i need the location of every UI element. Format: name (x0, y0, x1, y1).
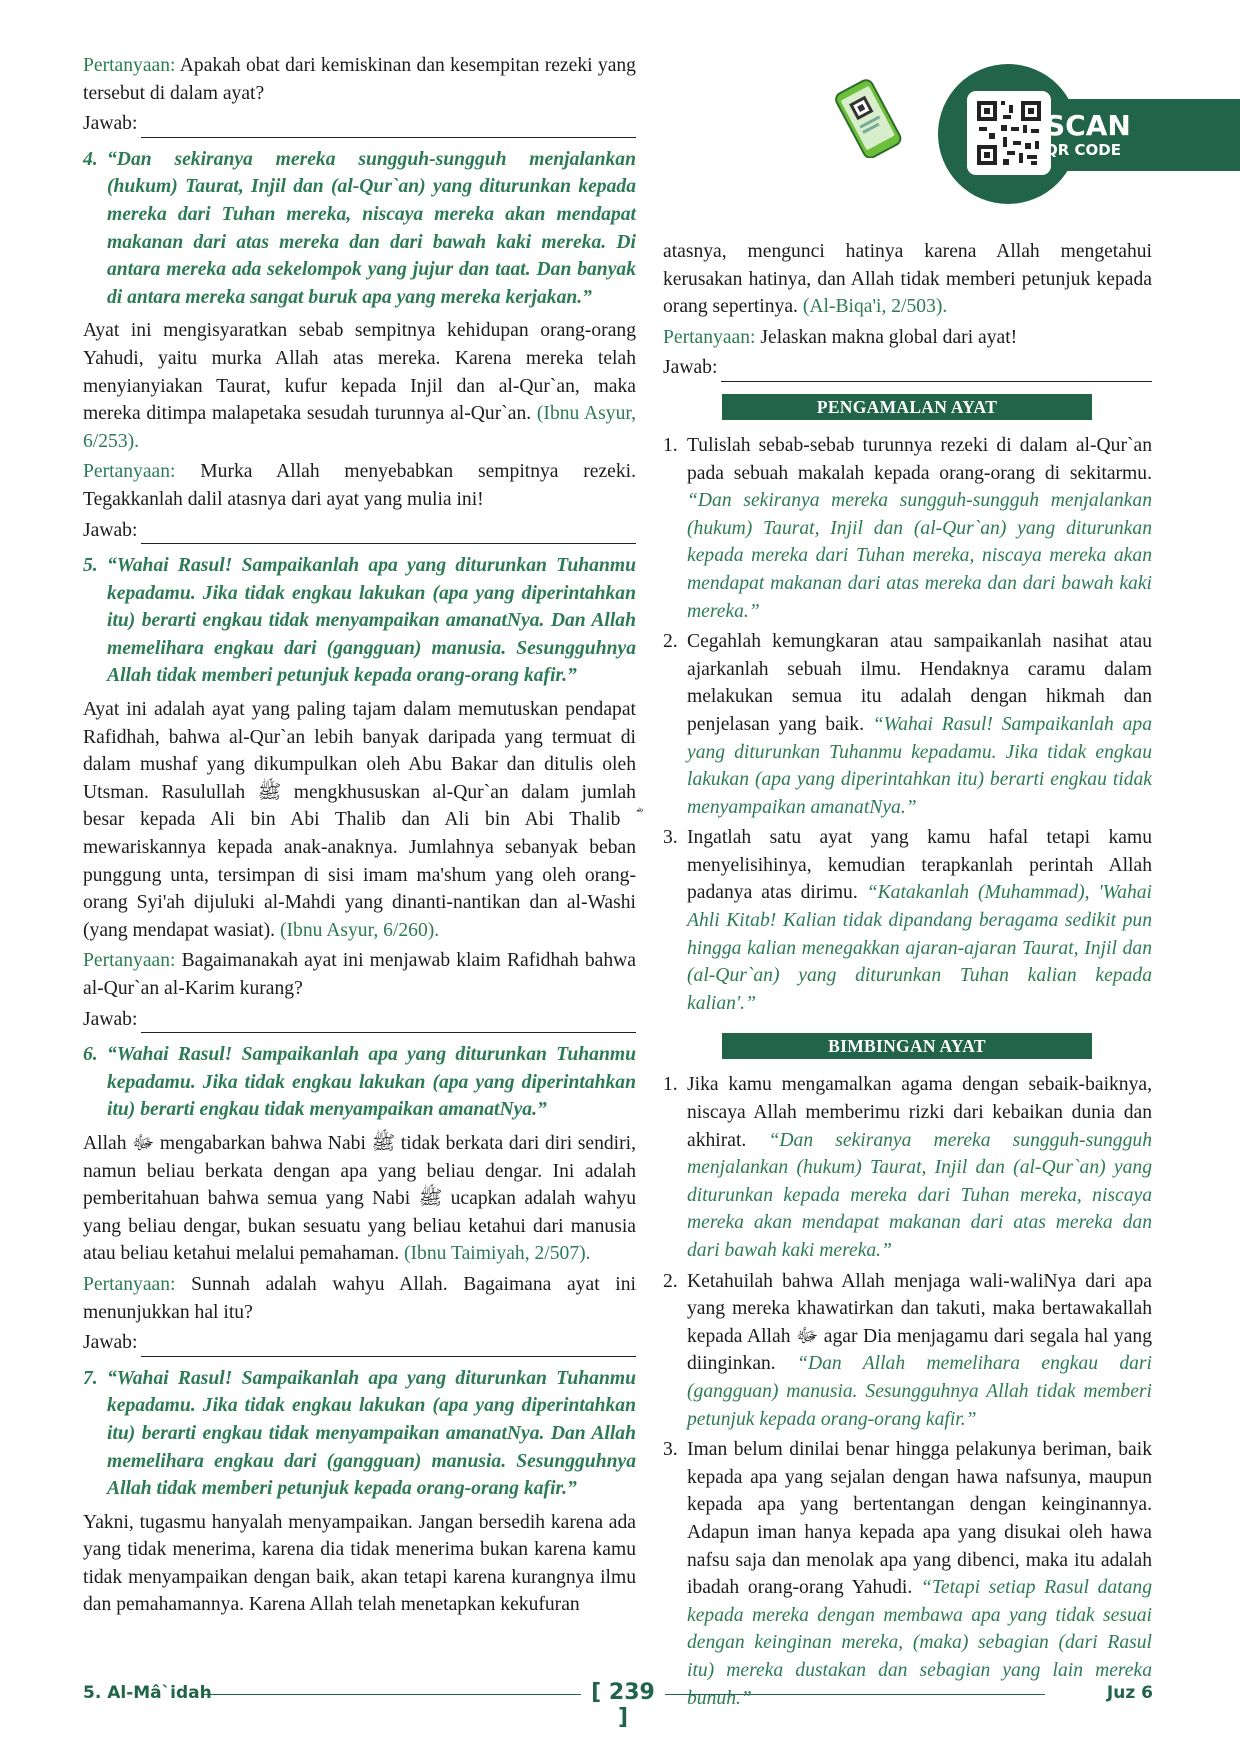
answer-field[interactable]: Jawab: (83, 1006, 636, 1034)
pengamalan-list (663, 432, 1152, 1017)
explanation-4: Ayat ini mengisyaratkan sebab sempitnya kehidupan orang-orang Yahudi, yaitu murka Allah atas mereka. Karena mereka telah menyianyiakan Taurat, kufur kepada Injil dan al-Qur`an, maka mereka ditimpa malapetaka sesudah turunnya al-Qur`an. (Ibnu Asyur, 6/253). (83, 320, 637, 452)
left-column (83, 52, 636, 1622)
page-number: [ 239 ] (591, 1680, 655, 1730)
list-item: 2. Ketahuilah bahwa Allah menjaga wali-waliNya dari apa yang mereka khawatirkan dan takuti, maka bertawakallah kepada Allah ﷻ agar Dia menjagamu dari segala hal yang diinginkan. “Dan Allah memelihara engkau dari (gangguan) manusia. Sesungguhnya Allah tidak memberi petunjuk kepada orang-orang kafir.” (663, 1270, 1152, 1430)
question-4: Pertanyaan: Murka Allah menyebabkan sempitnya rezeki. Tegakkanlah dalil atasnya dari ayat yang mulia ini! (83, 461, 636, 510)
question-6: Pertanyaan: Sunnah adalah wahyu Allah. Bagaimana ayat ini menunjukkan hal itu? (83, 1273, 636, 1323)
divider (201, 1694, 581, 1695)
answer-field[interactable]: Jawab: (83, 517, 636, 545)
section-title-pengamalan: PENGAMALAN AYAT (722, 394, 1092, 420)
right-column (663, 238, 1152, 1715)
explanation-6: Allah ﷻ mengabarkan bahwa Nabi ﷺ tidak berkata dari diri sendiri, namun beliau berkata dengan apa yang beliau dengar. Ini adalah pemberitahuan bahwa semua yang Nabi ﷺ ucapkan adalah wahyu yang beliau dengar, bukan sesuatu yang beliau ketahui dari manusia atau beliau ketahui melalui pemahaman. (Ibnu Taimiyah, 2/507). (83, 1132, 636, 1265)
qr-banner[interactable] (830, 64, 1240, 204)
continuation-text: atasnya, mengunci hatinya karena Allah mengetahui kerusakan hatinya, dan Allah tidak memberi petunjuk kepada orang sepertinya. (Al-Biqa'i, 2/503). (663, 241, 1152, 318)
answer-field[interactable]: Jawab: (83, 1329, 636, 1357)
list-item: 3. Iman belum dinilai benar hingga pelakunya beriman, baik kepada apa yang sejalan dengan hawa nafsunya, maupun kepada apa yang bertentangan dengan keinginannya. Adapun iman hanya kepada apa yang disukai oleh hawa nafsu saja dan menolak apa yang dibenci, maka itu adalah ibadah orang-orang Yahudi. “Tetapi setiap Rasul datang kepada mereka dengan membawa apa yang tidak sesuai dengan keinginan mereka, (maka) sebagian (dari Rasul itu) mereka dustakan dan sebagian yang lain mereka bunuh.” (663, 1439, 1152, 1709)
page-footer (83, 1680, 1153, 1730)
question-global: Pertanyaan: Jelaskan makna global dari ayat! (663, 326, 1018, 348)
answer-field[interactable]: Jawab: (83, 110, 636, 138)
qr-code-label: QR CODE (1045, 141, 1121, 159)
verse-6: 6. “Wahai Rasul! Sampaikanlah apa yang diturunkan Tuhanmu kepadamu. Jika tidak engkau lakukan (apa yang diperintahkan itu) berarti engkau tidak menyampaikan amanatNya.” (83, 1044, 636, 1121)
scan-label: SCAN (1045, 109, 1131, 142)
list-item: 2. Cegahlah kemungkaran atau sampaikanlah nasihat atau ajarkanlah sebuah ilmu. Hendaknya caramu dalam melakukan semua itu adalah dengan hikmah dan penjelasan yang baik. “Wahai Rasul! Sampaikanlah apa yang diturunkan Tuhanmu kepadamu. Jika tidak engkau lakukan (apa yang diperintahkan itu) berarti engkau tidak menyampaikan amanatNya.” (663, 631, 1152, 818)
explanation-5: Ayat ini adalah ayat yang paling tajam dalam memutuskan pendapat Rafidhah, bahwa al-Qur`an lebih banyak daripada yang termuat di dalam mushaf yang dikumpulkan oleh Abu Bakar dan ditulis oleh Utsman. Rasulullah ﷺ mengkhususkan al-Qur`an dalam jumlah besar kepada Ali bin Abi Thalib dan Ali bin Abi Thalib ؓ mewariskannya kepada anak-anaknya. Jumlahnya sebanyak beban punggung unta, tersimpan di sisi imam ma'shum yang oleh orang-orang Syi'ah dijuluki al-Mahdi yang dinanti-nantikan dan al-Washi (yang mendapat wasiat). (Ibnu Asyur, 6/260). (83, 699, 636, 941)
list-item: 3. Ingatlah satu ayat yang kamu hafal tetapi kamu menyelisihinya, kemudian terapkanlah perintah Allah padanya atas dirimu. “Katakanlah (Muhammad), 'Wahai Ahli Kitab! Kalian tidak dipandang beragama sedikit pun hingga kalian menegakkan ajaran-ajaran Taurat, Injil dan (al-Qur`an) yang diturunkan Tuhan kalian kepada kalian'.” (663, 827, 1153, 1014)
juz-label: Juz 6 (1106, 1683, 1153, 1703)
answer-field[interactable]: Jawab: (663, 354, 1152, 382)
question-intro: Pertanyaan: Apakah obat dari kemiskinan dan kesempitan rezeki yang tersebut di dalam ayat? (83, 55, 636, 104)
bimbingan-list (663, 1071, 1152, 1712)
verse-5: 5. “Wahai Rasul! Sampaikanlah apa yang diturunkan Tuhanmu kepadamu. Jika tidak engkau lakukan (apa yang diperintahkan itu) berarti engkau tidak menyampaikan amanatNya. Dan Allah memelihara engkau dari (gangguan) manusia. Sesungguhnya Allah tidak memberi petunjuk kepada orang-orang kafir.” (83, 555, 636, 687)
verse-4: 4. “Dan sekiranya mereka sungguh-sungguh menjalankan (hukum) Taurat, Injil dan (al-Qur`an) yang diturunkan kepada mereka dari Tuhan mereka, niscaya mereka akan mendapat makanan dari atas mereka dan dari bawah kaki mereka. Di antara mereka ada sekelompok yang jujur dan taat. Dan banyak di antara mereka sangat buruk apa yang mereka kerjakan.” (83, 148, 636, 308)
qr-code-icon[interactable] (967, 91, 1051, 175)
surah-label: 5. Al-Mâ`idah (83, 1683, 212, 1703)
divider (665, 1694, 1045, 1695)
explanation-7: Yakni, tugasmu hanyalah menyampaikan. Jangan bersedih karena ada yang tidak menerima, karena dia tidak menerima bukan karena kamu tidak menyampaikan dengan baik, akan tetapi karena kurangnya ilmu dan pemahamannya. Karena Allah telah menetapkan kekufuran (83, 1511, 636, 1616)
phone-icon (830, 78, 910, 158)
verse-7: 7. “Wahai Rasul! Sampaikanlah apa yang diturunkan Tuhanmu kepadamu. Jika tidak engkau lakukan (apa yang diperintahkan itu) berarti engkau tidak menyampaikan amanatNya. Dan Allah memelihara engkau dari (gangguan) manusia. Sesungguhnya Allah tidak memberi petunjuk kepada orang-orang kafir.” (83, 1367, 636, 1500)
list-item: 1. Tulislah sebab-sebab turunnya rezeki di dalam al-Qur`an pada sebuah makalah kepada orang-orang di sekitarmu. “Dan sekiranya mereka sungguh-sungguh menjalankan (hukum) Taurat, Injil dan (al-Qur`an) yang diturunkan kepada mereka dari Tuhan mereka, niscaya mereka akan mendapat makanan dari atas mereka dan dari bawah kaki mereka.” (663, 434, 1152, 622)
list-item: 1. Jika kamu mengamalkan agama dengan sebaik-baiknya, niscaya Allah memberimu rizki dari kebaikan dunia dan akhirat. “Dan sekiranya mereka sungguh-sungguh menjalankan (hukum) Taurat, Injil dan (al-Qur`an) yang diturunkan kepada mereka dari Tuhan mereka, niscaya mereka akan mendapat makanan dari atas mereka dan dari bawah kaki mereka.” (663, 1074, 1152, 1261)
question-5: Pertanyaan: Bagaimanakah ayat ini menjawab klaim Rafidhah bahwa al-Qur`an al-Karim kurang? (83, 950, 636, 999)
section-title-bimbingan: BIMBINGAN AYAT (722, 1033, 1092, 1059)
